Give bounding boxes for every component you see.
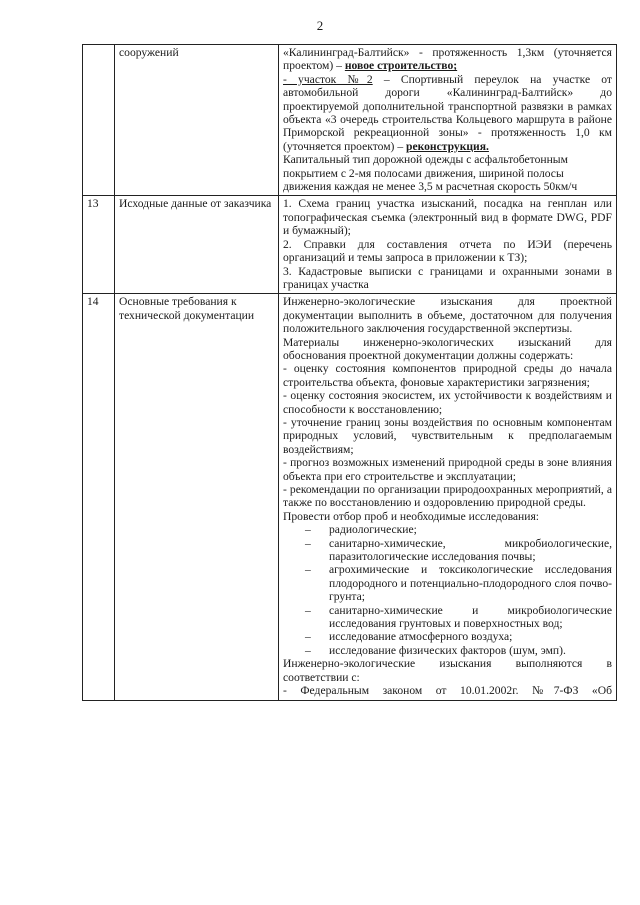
paragraph: Провести отбор проб и необходимые исследования: bbox=[283, 509, 540, 523]
row-name: Исходные данные от заказчика bbox=[115, 196, 279, 294]
section-1-text: «Калининград-Балтийск» - протяженность 1,3км (уточняется проектом) – новое строительство; bbox=[283, 46, 612, 73]
row-number: 13 bbox=[83, 196, 115, 294]
row-name: сооружений bbox=[115, 45, 279, 196]
list-item: - уточнение границ зоны воздействия по основным компонентам природных условий, чувствительным к предполагаемым воздействиям; bbox=[283, 415, 612, 456]
paragraph: Материалы инженерно-экологических изысканий для обоснования проектной документации должны содержать: bbox=[283, 335, 612, 362]
row-name: Основные требования к технической документации bbox=[115, 294, 279, 700]
table-row bbox=[83, 294, 617, 700]
list-item: – исследование атмосферного воздуха; bbox=[283, 630, 612, 643]
list-item: - оценку состояния компонентов природной среды до начала строительства объекта, фоновые характеристики загрязнения; bbox=[283, 362, 612, 389]
list-item: – санитарно-химические и микробиологические исследования грунтовых и поверхностных вод; bbox=[283, 604, 612, 631]
paragraph: - Федеральным законом от 10.01.2002г. №7-ФЗ «Об bbox=[283, 684, 612, 698]
list-item: – агрохимические и токсикологические исследования плодородного и потенциально-плодородного слоя почво-грунта; bbox=[283, 563, 612, 603]
list-item: - прогноз возможных изменений природной среды в зоне влияния объекта при его строительстве и эксплуатации; bbox=[283, 456, 612, 483]
row-number bbox=[83, 45, 115, 196]
list-item: – исследование физических факторов (шум, эмп). bbox=[283, 644, 612, 657]
row-value bbox=[279, 196, 617, 294]
row-value bbox=[279, 294, 617, 700]
list-item: – санитарно-химические, микробиологические, паразитологические исследования почвы; bbox=[283, 537, 612, 564]
list-item: - оценку состояния экосистем, их устойчивости к воздействиям и способности к восстановлению; bbox=[283, 389, 612, 416]
table-row bbox=[83, 45, 617, 196]
row-number: 14 bbox=[83, 294, 115, 700]
pavement-text: Капитальный тип дорожной одежды с асфальтобетонным покрытием с 2-мя полосами движения, шириной полосы движения каждая не менее 3,5 м расчетная скорость 50км/ч bbox=[283, 153, 578, 194]
table-row bbox=[83, 196, 617, 294]
list-item: 2. Справки для составления отчета по ИЭИ (перечень организаций и темы запроса в приложении к ТЗ); bbox=[283, 237, 612, 265]
page-number: 2 bbox=[316, 18, 324, 33]
paragraph: Инженерно-экологические изыскания для проектной документации выполнить в объеме, достаточном для получения положительного заключения государственной экспертизы. bbox=[283, 295, 612, 336]
list-item: 1. Схема границ участка изысканий, посадка на генплан или топографическая съемка (электронный вид в формате DWG, PDF и бумажный); bbox=[283, 197, 612, 238]
tests-list bbox=[283, 523, 612, 657]
requirements-table bbox=[82, 44, 617, 701]
section-2-text: - участок №2 – Спортивный переулок на участке от автомобильной дороги «Калининград-Балтийск» до проектируемой дополнительной транспортной развязки в рамках объекта «3 очередь строительства Кольцевого маршрута в районе Приморской рекреационной зоны» - протяженность 1,0 км (уточняется проектом) – реконструкция. bbox=[283, 72, 612, 153]
paragraph: Инженерно-экологические изыскания выполняются в соответствии с: bbox=[283, 657, 612, 684]
list-item: - рекомендации по организации природоохранных мероприятий, а также по восстановлению и оздоровлению природной среды. bbox=[283, 483, 612, 510]
list-item: 3. Кадастровые выписки с границами и охранными зонами в границах участка bbox=[283, 264, 612, 291]
row-value bbox=[279, 45, 617, 196]
list-item: – радиологические; bbox=[283, 523, 612, 536]
